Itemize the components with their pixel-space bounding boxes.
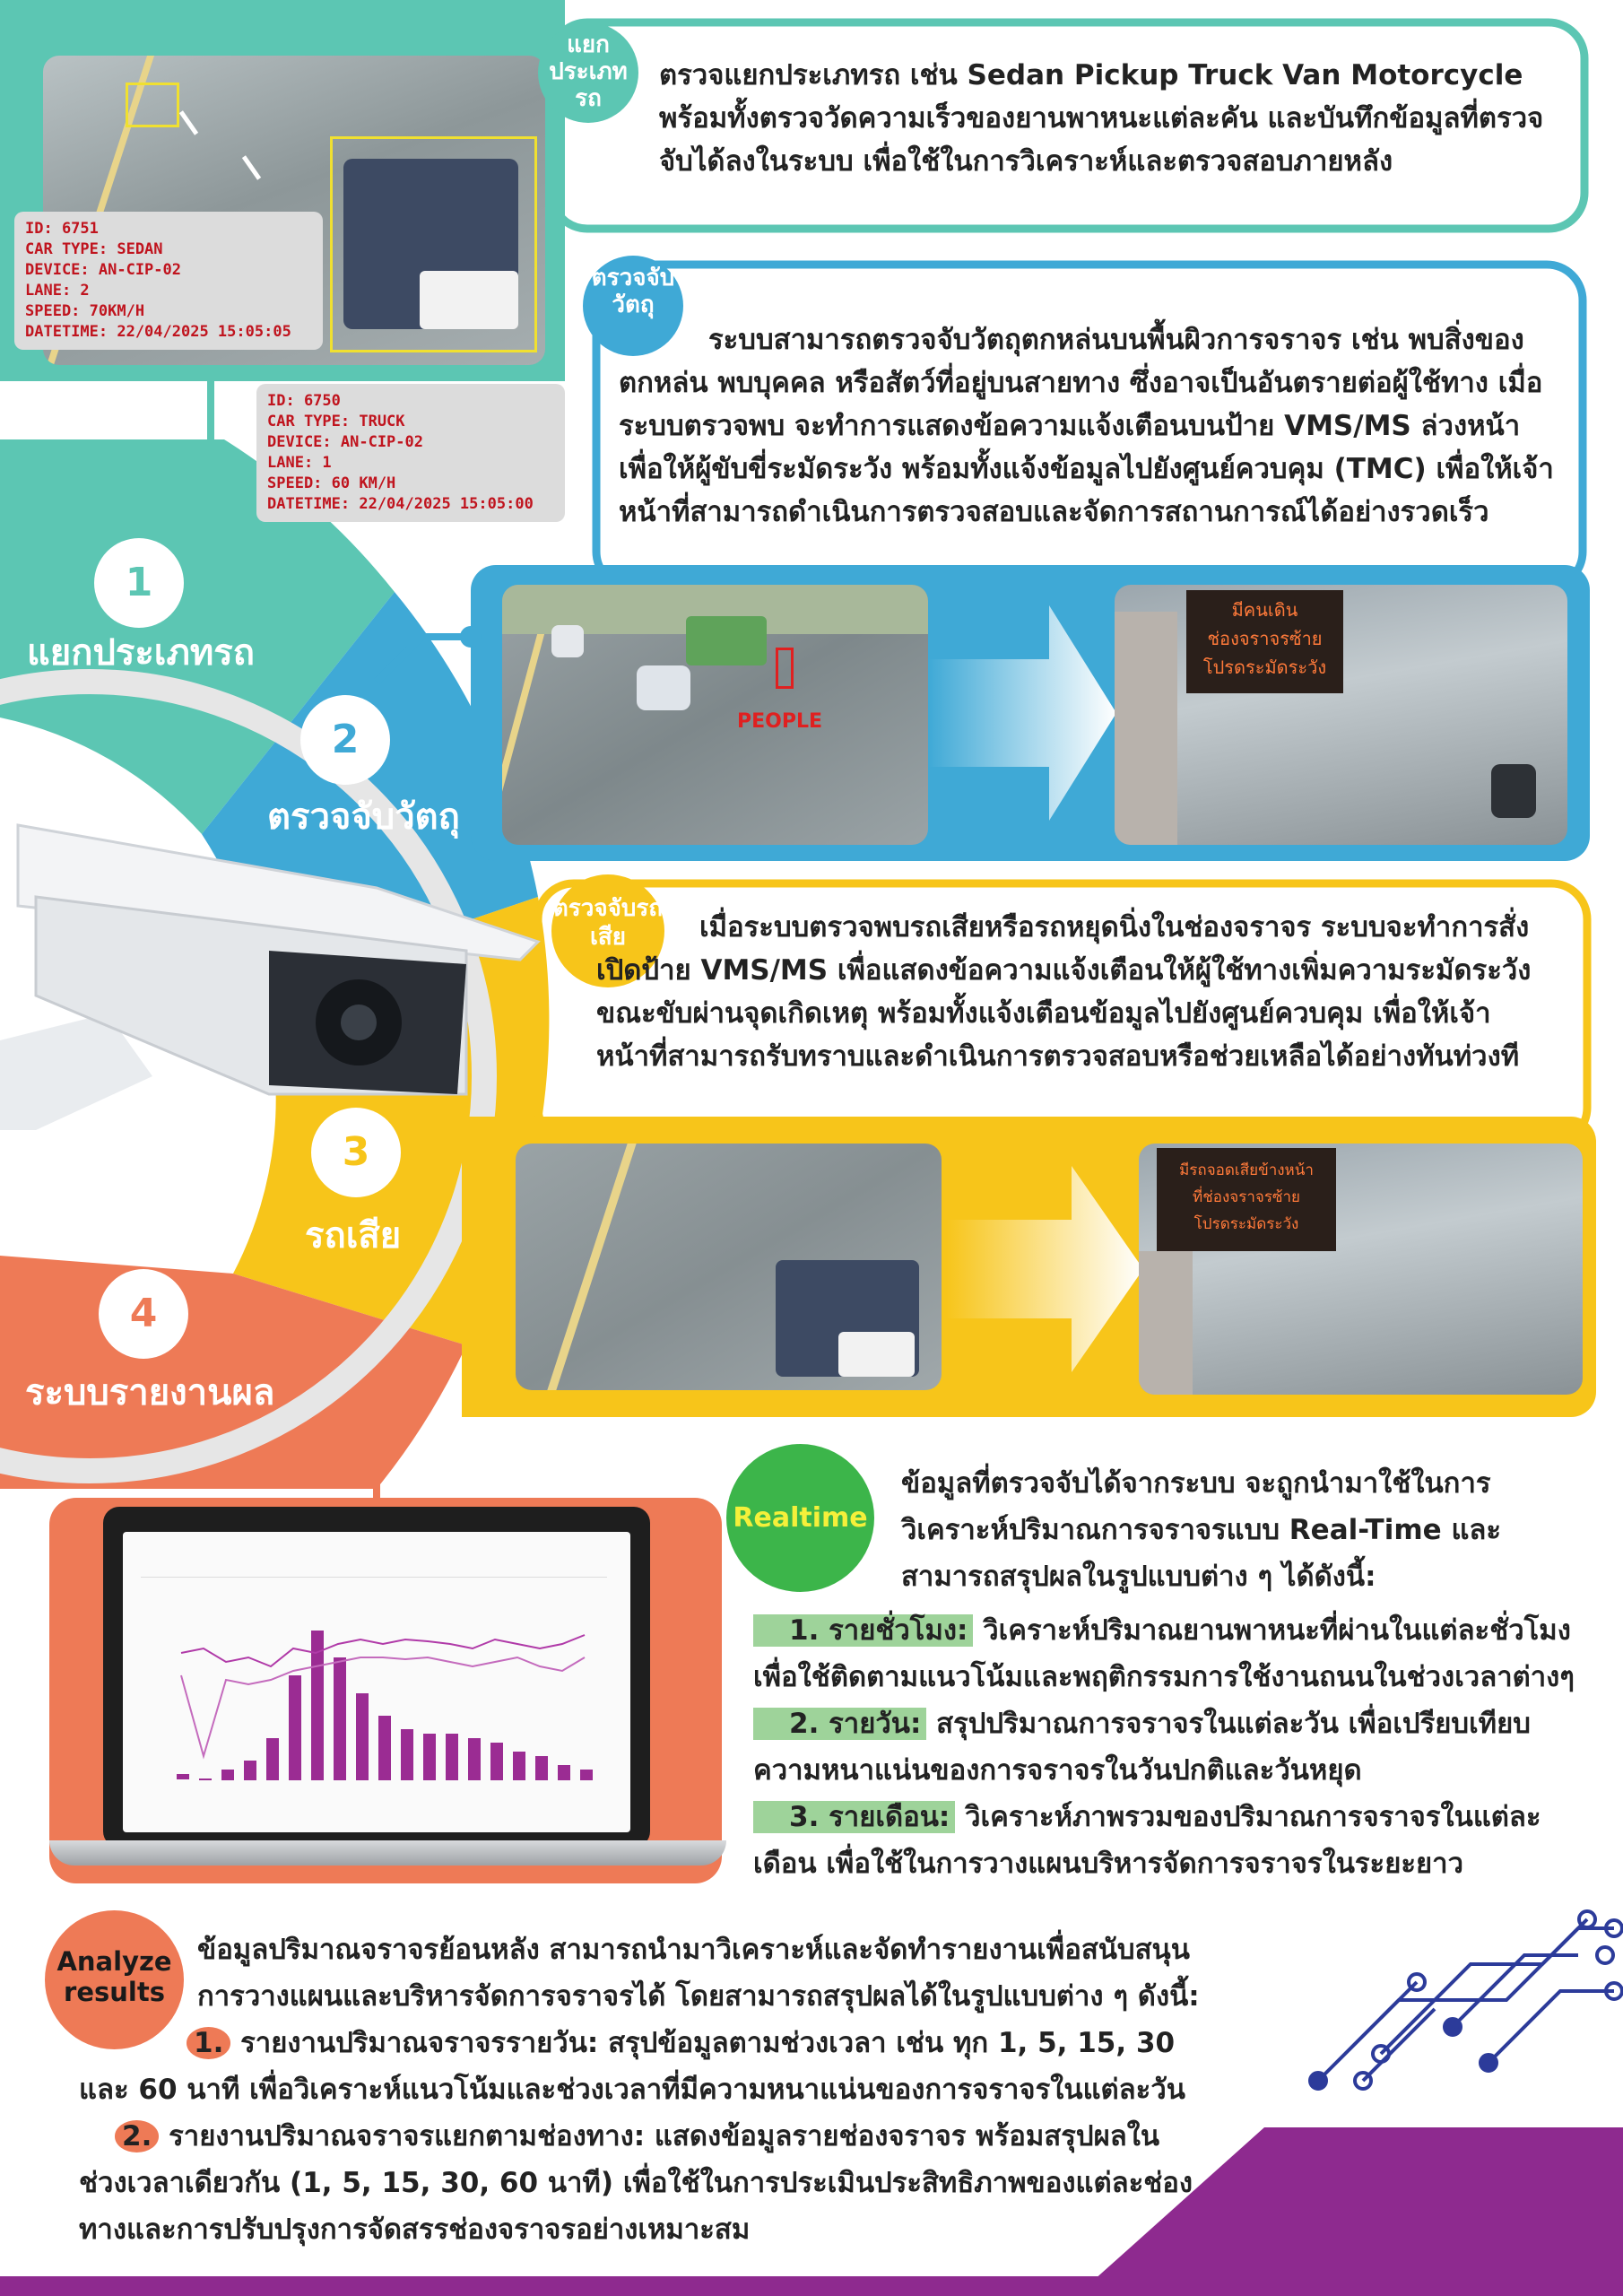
- analyze-item-2: 2. รายงานปริมาณจราจรแยกตามช่องทาง: แสดงข้อมูลรายช่องจราจร พร้อมสรุปผลในช่วงเวลาเดียวกัน (1, 5, 15, 30, 60 นาที) เพื่อใช้ในการประเมินประสิทธิภาพของแต่ละช่องทางและการปรับปรุงการจัดสรรช่องจราจรอย่างเหมาะสม: [79, 2120, 1193, 2246]
- sedan-detection-box: [126, 83, 179, 127]
- car-image: [637, 665, 690, 710]
- cctv-camera-icon: [0, 807, 547, 1139]
- laptop-screen: [103, 1507, 650, 1848]
- laptop-base: [49, 1840, 726, 1866]
- wheel-number-4: 4: [99, 1269, 188, 1359]
- analyze-item-1: 1. รายงานปริมาณจราจรรายวัน: สรุปข้อมูลตามช่วงเวลา เช่น ทุก 1, 5, 15, 30 และ 60 นาที เพื่อวิเคราะห์แนวโน้มและช่วงเวลาที่มีความหนาแน่นของการจราจรในแต่ละวัน: [79, 2027, 1185, 2106]
- section1-badge: แยกประเภทรถ: [538, 22, 638, 123]
- sedan-info-box: ID: 6751 CAR TYPE: SEDAN DEVICE: AN-CIP-02 LANE: 2 SPEED: 70KM/H DATETIME: 22/04/2025 15:05:05: [14, 212, 323, 350]
- sweeper-truck: [686, 616, 767, 665]
- realtime-item-1: 1. รายชั่วโมง: วิเคราะห์ปริมาณยานพาหนะที่ผ่านในแต่ละชั่วโมง เพื่อใช้ติดตามแนวโน้มและพฤติกรรมการใช้งานถนนในช่วงเวลาต่างๆ: [753, 1614, 1575, 1693]
- wheel-label-4: ระบบรายงานผล: [25, 1372, 275, 1413]
- section3-text: เมื่อระบบตรวจพบรถเสียหรือรถหยุดนิ่งในช่องจราจร ระบบจะทำการสั่งเปิดป้าย VMS/MS เพื่อแสดงข้อความแจ้งเตือนให้ผู้ใช้ทางเพิ่มความระมัดระวัง ขณะขับผ่านจุดเกิดเหตุ พร้อมทั้งแจ้งเตือนข้อมูลไปยังศูนย์ควบคุม เพื่อให้เจ้าหน้าที่สามารถรับทราบและดำเนินการตรวจสอบหรือช่วยเหลือได้อย่างทันท่วงที: [596, 911, 1532, 1073]
- wheel-number-3: 3: [311, 1108, 401, 1197]
- section2-badge: ตรวจจับวัตถุ: [583, 256, 683, 356]
- section3-breakdown-photo: [516, 1144, 942, 1390]
- people-label: PEOPLE: [737, 710, 823, 733]
- people-detection-box: [776, 648, 794, 689]
- truck-info-box: ID: 6750 CAR TYPE: TRUCK DEVICE: AN-CIP-02 LANE: 1 SPEED: 60 KM/H DATETIME: 22/04/2025 15:05:00: [256, 384, 565, 522]
- realtime-intro: ข้อมูลที่ตรวจจับได้จากระบบ จะถูกนำมาใช้ในการวิเคราะห์ปริมาณการจราจรแบบ Real-Time และสามารถสรุปผลในรูปแบบต่าง ๆ ได้ดังนี้:: [901, 1467, 1502, 1593]
- analyze-badge: Analyze results: [45, 1910, 184, 2049]
- wheel-number-1: 1: [94, 538, 184, 628]
- section2-vms-photo: [1115, 585, 1567, 845]
- section3-arrow-icon: [946, 1166, 1143, 1372]
- dashboard-screenshot: [123, 1532, 630, 1832]
- wheel-label-3: รถเสีย: [305, 1215, 402, 1257]
- section2-arrow-icon: [928, 605, 1116, 821]
- wheel-label-2: ตรวจจับวัตถุ: [267, 796, 460, 838]
- traffic-chart-thumbnail: [136, 1595, 621, 1819]
- wheel-label-1: แยกประเภทรถ: [27, 632, 255, 674]
- section3-badge: ตรวจจับรถเสีย: [551, 874, 664, 987]
- footer-bar: [0, 2276, 1623, 2296]
- wheel-number-2: 2: [300, 695, 390, 785]
- vms-sign: มีคนเดิน ช่องจราจรซ้าย โปรดระมัดระวัง: [1186, 590, 1343, 693]
- section2-text: ระบบสามารถตรวจจับวัตถุตกหล่นบนพื้นผิวการจราจร เช่น พบสิ่งของตกหล่น พบบุคคล หรือสัตว์ที่อยู่บนสายทาง ซึ่งอาจเป็นอันตรายต่อผู้ใช้ทาง เมื่อระบบตรวจพบ จะทำการแสดงข้อความแจ้งเตือนบนป้าย VMS/MS ล่วงหน้า เพื่อให้ผู้ขับขี่ระมัดระวัง พร้อมทั้งแจ้งข้อมูลไปยังศูนย์ควบคุม (TMC) เพื่อให้เจ้าหน้าที่สามารถดำเนินการตรวจสอบและจัดการสถานการณ์ได้อย่างรวดเร็ว: [619, 324, 1554, 528]
- section3-vms-photo: [1139, 1144, 1583, 1395]
- realtime-item-3: 3. รายเดือน: วิเคราะห์ภาพรวมของปริมาณการจราจรในแต่ละเดือน เพื่อใช้ในการวางแผนบริหารจัดการจราจรในระยะยาว: [753, 1801, 1541, 1880]
- section2-object-photo: [502, 585, 928, 845]
- vms-sign-breakdown: มีรถจอดเสียข้างหน้า ที่ช่องจราจรซ้าย โปรดระมัดระวัง: [1157, 1148, 1336, 1251]
- section1-text: ตรวจแยกประเภทรถ เช่น Sedan Pickup Truck Van Motorcycle พร้อมทั้งตรวจวัดความเร็วของยานพาหนะแต่ละคัน และบันทึกข้อมูลที่ตรวจจับได้ลงในระบบ เพื่อใช้ในการวิเคราะห์และตรวจสอบภายหลัง: [659, 59, 1544, 178]
- realtime-item-2: 2. รายวัน: สรุปปริมาณการจราจรในแต่ละวัน เพื่อเปรียบเทียบความหนาแน่นของการจราจรในวันปกติและวันหยุด: [753, 1708, 1531, 1787]
- analyze-intro: ข้อมูลปริมาณจราจรย้อนหลัง สามารถนำมาวิเคราะห์และจัดทำรายงานเพื่อสนับสนุนการวางแผนและบริหารจัดการจราจรได้ โดยสามารถสรุปผลได้ในรูปแบบต่าง ๆ ดังนี้:: [197, 1934, 1200, 2013]
- realtime-badge: Realtime: [726, 1444, 874, 1592]
- circuit-decoration: [1310, 1911, 1622, 2089]
